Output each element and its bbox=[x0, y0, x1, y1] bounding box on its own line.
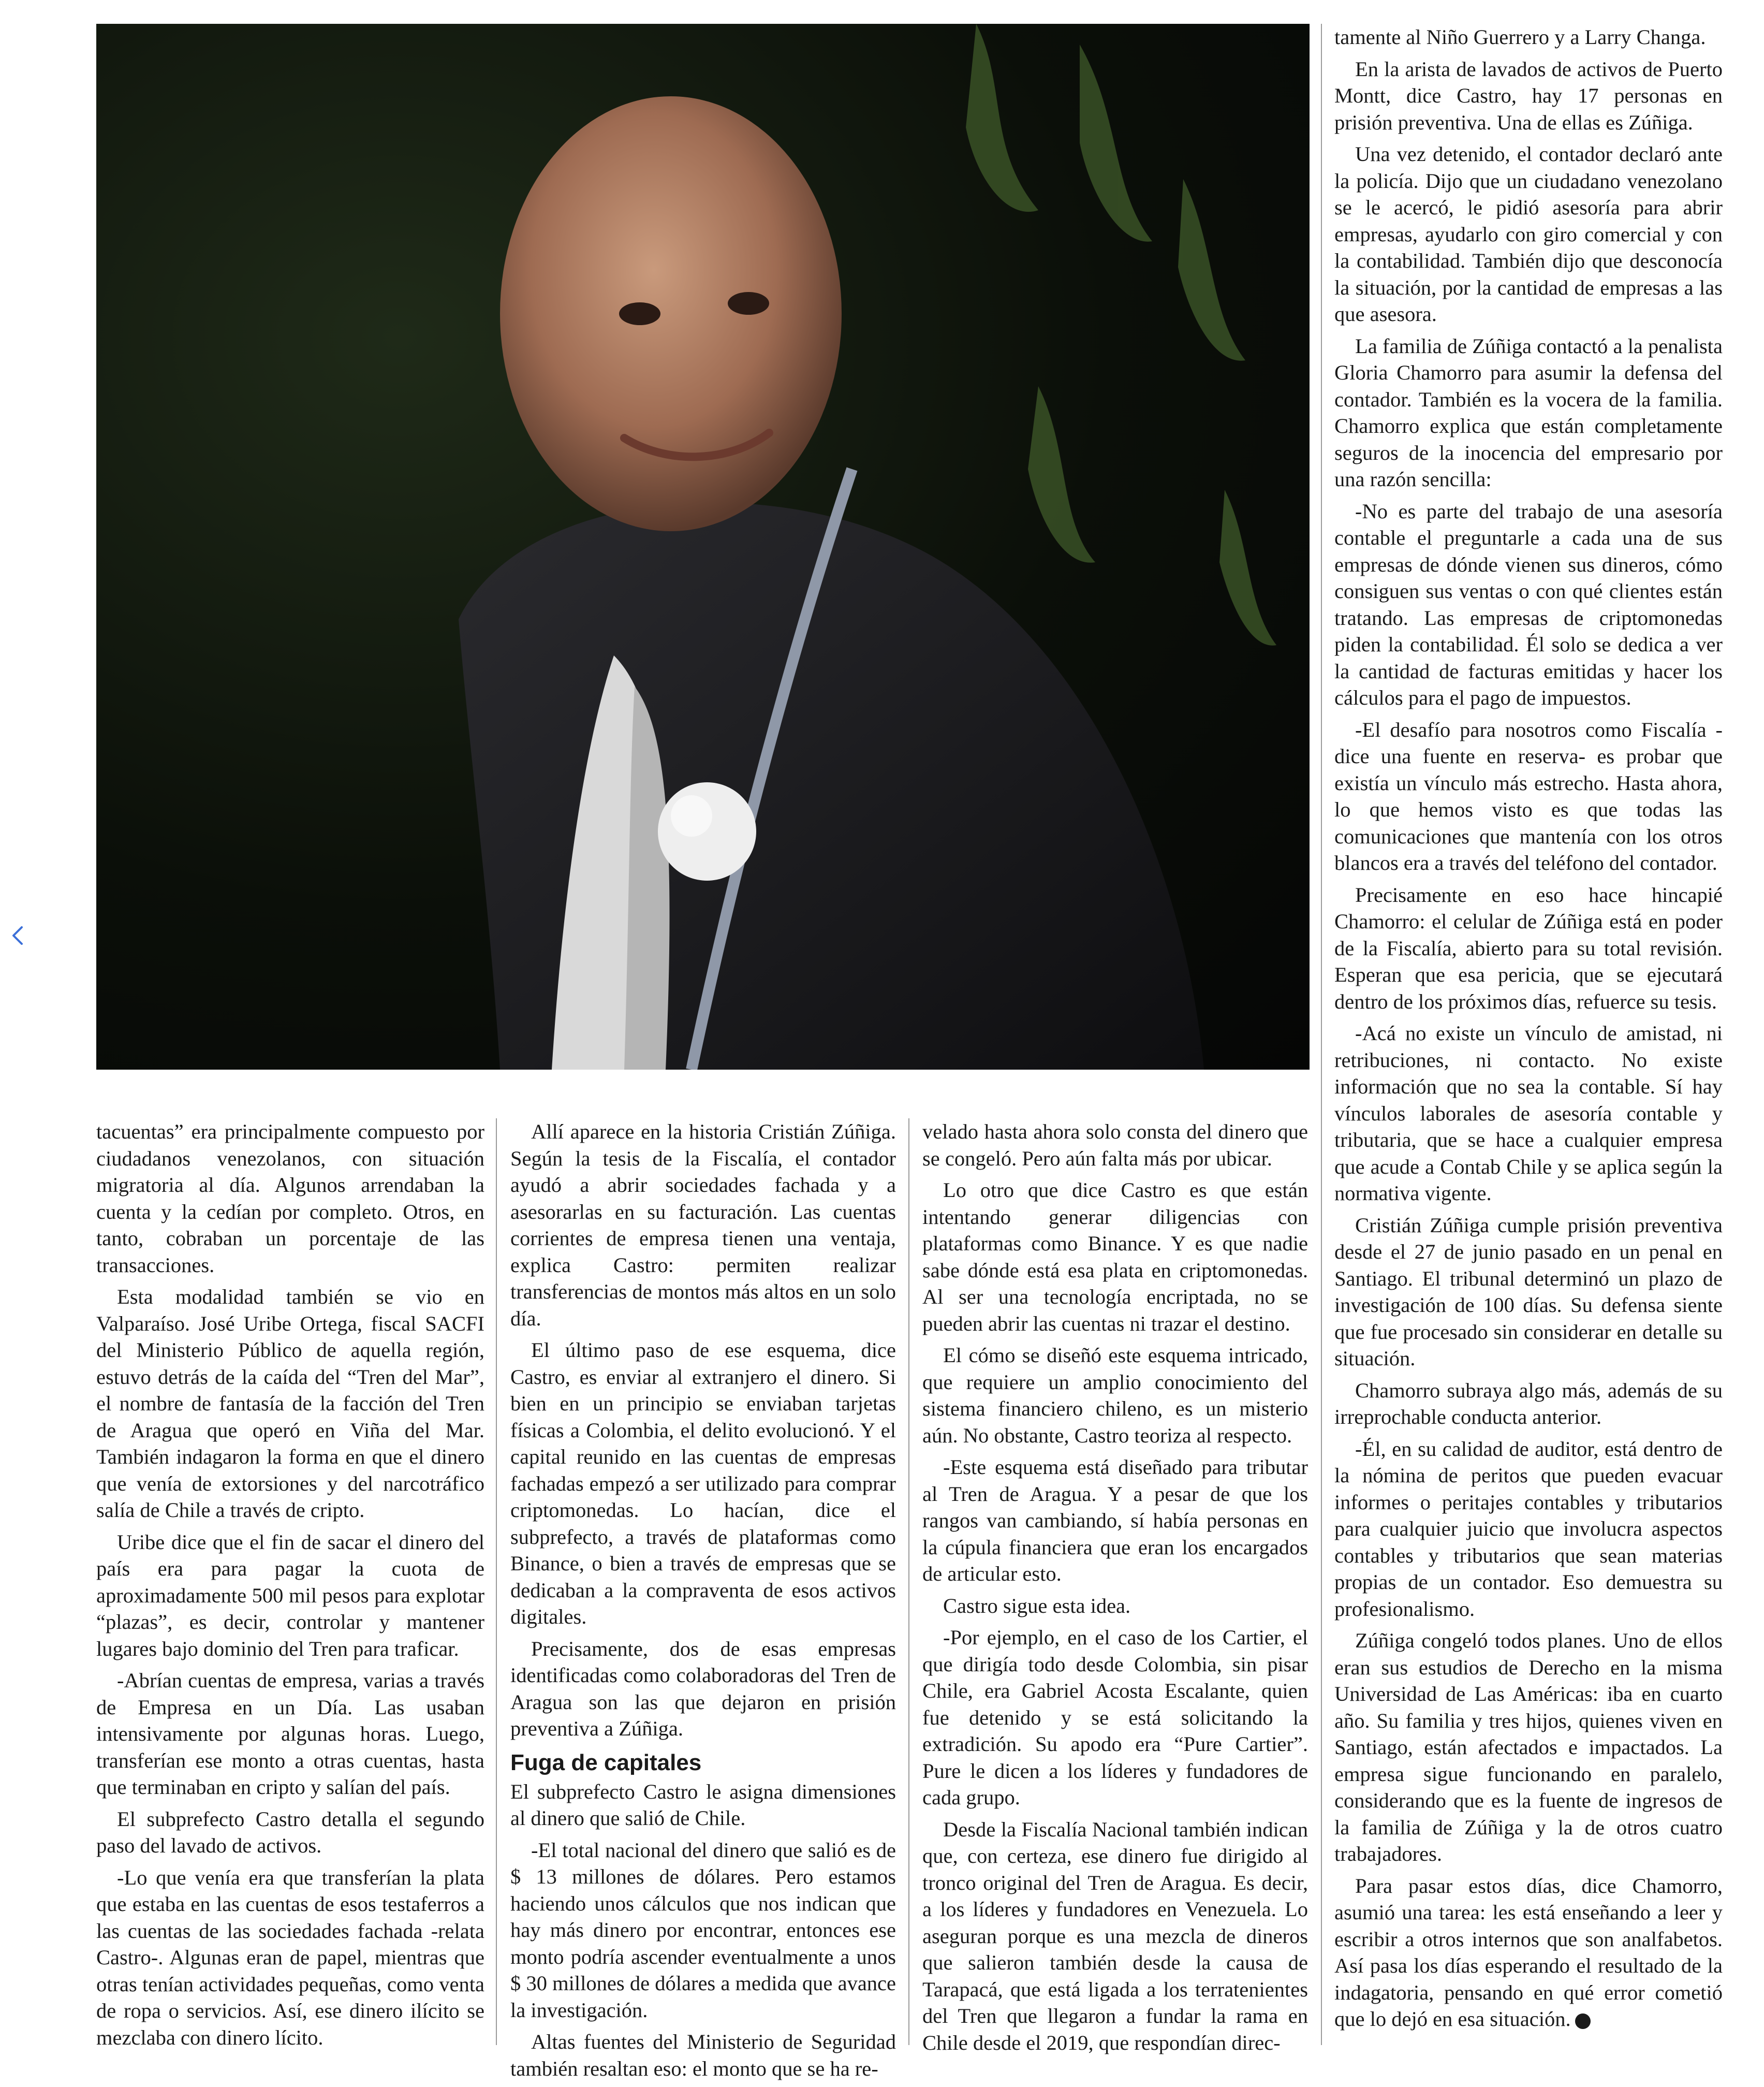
paragraph: El cómo se diseñó este esquema intricado, que requiere un amplio conocimiento del sistema financiero chileno, es un misterio aún. No obstante, Castro teoriza al respecto. bbox=[922, 1344, 1308, 1447]
paragraph: Allí aparece en la historia Cristián Zúñiga. Según la tesis de la Fiscalía, el contador ayudó a abrir sociedades fachada y a asesorarlas en su facturación. Las cuentas corrientes de empresa tienen una ventaja, explica Castro: permiten realizar transferencias de montos más altos en un solo día. bbox=[510, 1120, 896, 1330]
column-rule bbox=[496, 1118, 497, 2045]
paragraph: El subprefecto Castro detalla el segundo paso del lavado de activos. bbox=[96, 1807, 484, 1857]
paragraph: -El total nacional del dinero que salió es de $ 13 millones de dólares. Pero estamos haciendo unos cálculos que nos indican que hay más dinero por encontrar, entonces ese monto podría ascender eventualmente a unos $ 30 millones de dólares a medida que avance la investigación. bbox=[510, 1838, 896, 2022]
paragraph: -Lo que venía era que transferían la plata que estaba en las cuentas de esos testaferros a las cuentas de las sociedades fachada -relata Castro-. Algunas eran de papel, mientras que otras tenían actividades pequeñas, como venta de ropa o servicios. Así, ese dinero ilícito se mezclaba con dinero lícito. bbox=[96, 1865, 484, 2049]
paragraph: La familia de Zúñiga contactó a la penalista Gloria Chamorro para asumir la defensa del contador. También es la vocera de la familia. Chamorro explica que están completamente seguros de la inocencia del empresario por una razón sencilla: bbox=[1334, 334, 1723, 491]
paragraph: Uribe dice que el fin de sacar el dinero del país era para pagar la cuota de aproximadamente 500 mil pesos para explotar “plazas”, es decir, controlar y mantener lugares bajo dominio del Tren para traficar. bbox=[96, 1530, 484, 1660]
article-column-4 bbox=[1334, 24, 1723, 2038]
paragraph: tamente al Niño Guerrero y a Larry Changa. bbox=[1334, 25, 1706, 49]
article-column-3 bbox=[922, 1118, 1308, 2061]
article-column-2 bbox=[510, 1118, 896, 2087]
paragraph: Una vez detenido, el contador declaró ante la policía. Dijo que un ciudadano venezolano se le acercó, le pidió asesoría para abrir empresas, ayudarlo con giro comercial y con la contabilidad. También dijo que desconocía la situación, por la cantidad de empresas a las que asesora. bbox=[1334, 142, 1723, 326]
section-subheading: Fuga de capitales bbox=[510, 1749, 702, 1775]
end-mark-icon: D bbox=[1575, 2013, 1591, 2029]
column-rule bbox=[1321, 24, 1322, 2045]
paragraph: Desde la Fiscalía Nacional también indican que, con certeza, ese dinero fue dirigido al tronco original del Tren de Aragua. Es decir, a los líderes y fundadores en Venezuela. Lo aseguran porque es una mezcla de dineros que salieron también desde la causa de Tarapacá, que está ligada a los terratenientes del Tren que llegaron a fundar la rama en Chile desde el 2019, que respondían direc- bbox=[922, 1817, 1308, 2054]
paragraph: Precisamente, dos de esas empresas identificadas como colaboradoras del Tren de Aragua son las que dejaron en prisión preventiva a Zúñiga. bbox=[510, 1637, 896, 1740]
column-rule bbox=[908, 1118, 909, 2045]
paragraph: Zúñiga congeló todos planes. Uno de ellos eran sus estudios de Derecho en la misma Universidad de Las Américas: iba en cuarto año. Su familia y tres hijos, quienes viven en Santiago, están afectados e impactados. La empresa sigue funcionando en paralelo, considerando que es la fuente de ingresos de la familia de Zúñiga y la de otros cuatro trabajadores. bbox=[1334, 1629, 1723, 1865]
paragraph: -Acá no existe un vínculo de amistad, ni retribuciones, ni contacto. No existe información que no sea la contable. Sí hay vínculos laborales de asesoría contable y tributaria, que se hace a cualquier empresa que acude a Contab Chile y se aplica según la normativa vigente. bbox=[1334, 1021, 1723, 1205]
paragraph: -Él, en su calidad de auditor, está dentro de la nómina de peritos que pueden evacuar informes o peritajes contables y tributarios para cualquier juicio que involucra aspectos contables y tributarios que sean materias propias de un contador. Eso demuestra su profesionalismo. bbox=[1334, 1437, 1723, 1621]
chevron-left-icon[interactable] bbox=[7, 924, 30, 947]
paragraph: -Este esquema está diseñado para tributar al Tren de Aragua. Y a pesar de que los rangos van cambiando, sí había personas en la cúpula financiera que eran los encargados de articular esto. bbox=[922, 1455, 1308, 1585]
paragraph: Esta modalidad también se vio en Valparaíso. José Uribe Ortega, fiscal SACFI del Ministerio Público de aquella región, estuvo detrás de la caída del “Tren del Mar”, el nombre de fantasía de la facción del Tren de Aragua que operó en Viña del Mar. También indagaron la forma en que el dinero que venía de extorsiones y del narcotráfico salía de Chile a través de cripto. bbox=[96, 1285, 484, 1522]
paragraph: tacuentas” era principalmente compuesto por ciudadanos venezolanos, con situación migratoria al día. Algunos arrendaban la cuenta y la cedían por completo. Otros, en tanto, cobraban un porcentaje de las transacciones. bbox=[96, 1120, 484, 1277]
paragraph: Precisamente en eso hace hincapié Chamorro: el celular de Zúñiga está en poder de la Fiscalía, abierto para su total revisión. Esperan que esa pericia, que se ejecutará dentro de los próximos días, refuerce su tesis. bbox=[1334, 883, 1723, 1013]
paragraph: En la arista de lavados de activos de Puerto Montt, dice Castro, hay 17 personas en prisión preventiva. Una de ellas es Zúñiga. bbox=[1334, 57, 1723, 134]
paragraph: El último paso de ese esquema, dice Castro, es enviar al extranjero el dinero. Si bien en un principio se enviaban tarjetas físicas a Colombia, el delito evolucionó. Y el capital reunido en las cuentas de empresas fachadas empezó a ser utilizado para comprar criptomonedas. Lo hacían, dice el subprefecto, a través de plataformas como Binance, o bien a través de empresas que se dedicaban a la compraventa de esos activos digitales. bbox=[510, 1338, 896, 1628]
paragraph: Chamorro subraya algo más, además de su irreprochable conducta anterior. bbox=[1334, 1378, 1723, 1428]
paragraph: El subprefecto Castro le asigna dimensiones al dinero que salió de Chile. bbox=[510, 1779, 896, 1830]
final-paragraph-text: Para pasar estos días, dice Chamorro, asumió una tarea: les está enseñando a leer y escribir a otros internos que son analfabetos. Así pasa los días esperando el resultado de la indagatoria, pensando en qué error cometió que lo dejó en esa situación. bbox=[1334, 1874, 1723, 2031]
paragraph: Lo otro que dice Castro es que están intentando generar diligencias con plataformas como Binance. Y es que nadie sabe dónde está esa plata en criptomonedas. Al ser una tecnología encriptada, no se pueden abrir las cuentas ni trazar el destino. bbox=[922, 1178, 1308, 1335]
portrait-illustration bbox=[96, 24, 1310, 1070]
paragraph: -El desafío para nosotros como Fiscalía -dice una fuente en reserva- es probar que existía un vínculo más estrecho. Hasta ahora, lo que hemos visto es que todas las comunicaciones que mantenía con los otros blancos era a través del teléfono del contador. bbox=[1334, 718, 1723, 874]
article-column-1 bbox=[96, 1118, 484, 2056]
paragraph: Cristián Zúñiga cumple prisión preventiva desde el 27 de junio pasado en un penal en Santiago. El tribunal determinó un plazo de investigación de 100 días. Su defensa siente que fue procesado sin considerar en detalle su situación. bbox=[1334, 1213, 1723, 1370]
paragraph: Altas fuentes del Ministerio de Seguridad también resaltan eso: el monto que se ha re- bbox=[510, 2030, 896, 2080]
paragraph: Castro sigue esta idea. bbox=[943, 1594, 1131, 1617]
paragraph: -Abrían cuentas de empresa, varias a través de Empresa en un Día. Las usaban intensivamente por algunas horas. Luego, transferían ese monto a otras cuentas, hasta que terminaban en cripto y salían del país. bbox=[96, 1669, 484, 1799]
paragraph: -No es parte del trabajo de una asesoría contable el preguntarle a cada una de sus empresas de dónde vienen sus dineros, cómo consiguen sus ventas o con qué clientes están tratando. Las empresas de criptomonedas piden la contabilidad. Él solo se dedica a ver la cantidad de facturas emitidas y hacer los cálculos para el pago de impuestos. bbox=[1334, 499, 1723, 709]
paragraph: velado hasta ahora solo consta del dinero que se congeló. Pero aún falta más por ubicar. bbox=[922, 1120, 1308, 1170]
portrait-photo bbox=[96, 24, 1310, 1070]
paragraph: -Por ejemplo, en el caso de los Cartier, el que dirigía todo desde Colombia, sin pisar Chile, era Gabriel Acosta Escalante, quien fue detenido y se está solicitando la extradición. Su apodo era “Pure Cartier”. Pure le dicen a los líderes y fundadores de cada grupo. bbox=[922, 1626, 1308, 1809]
paragraph bbox=[1334, 1873, 1723, 2033]
